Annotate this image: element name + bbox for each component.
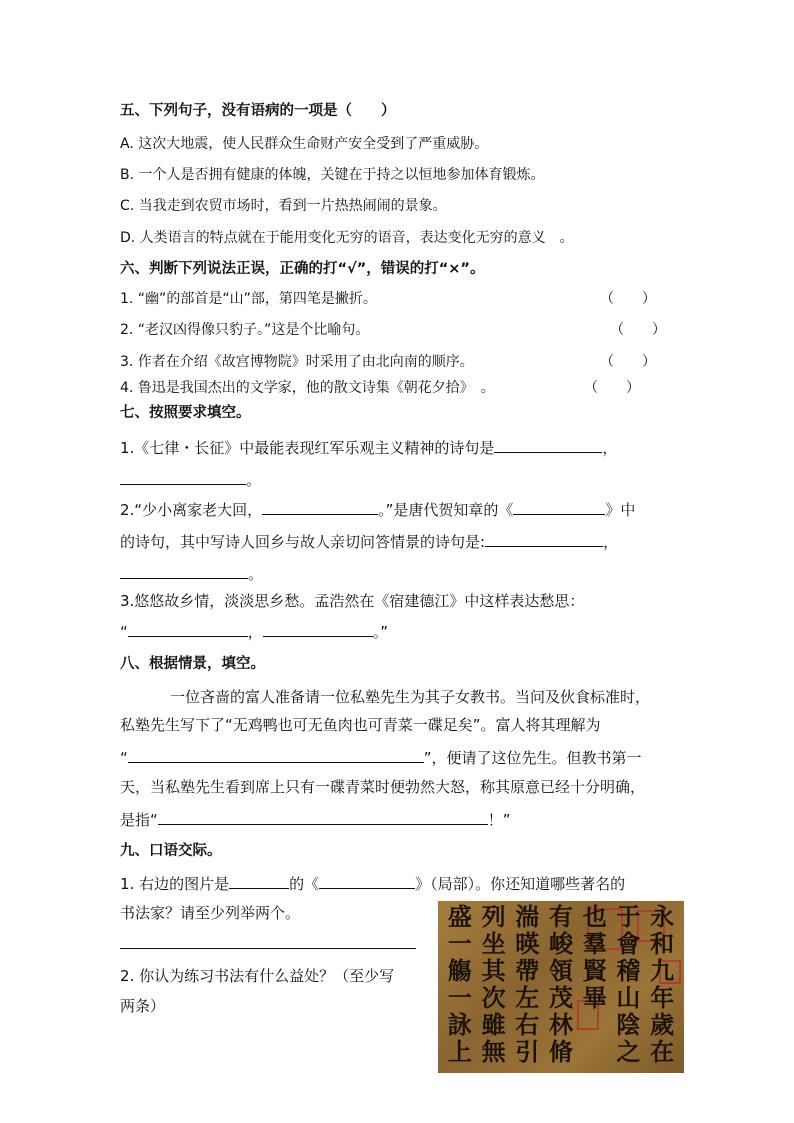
blank-q3-b[interactable]: [263, 620, 373, 637]
calligraphy-char: 林: [549, 1010, 573, 1039]
option-a: A. 这次大地震，使人民群众生命财产安全受到了严重威胁。: [120, 136, 489, 152]
blank-q2-c[interactable]: [120, 562, 248, 579]
comma: ，: [247, 623, 263, 641]
oral-q1-prompt-a: 1. 右边的图片是: [120, 875, 230, 893]
story-line-4: 天，当私塾先生看到席上只有一碟青菜时便勃然大怒，称其原意已经十分明确，: [120, 778, 646, 796]
calligraphy-char: 無: [481, 1037, 506, 1066]
calligraphy-char: 一: [447, 929, 472, 958]
fill-q2-prompt-a: 2.“少小离家老大回，: [120, 501, 263, 519]
section-8-title: 八、根据情景，填空。: [120, 656, 265, 672]
calligraphy-char: 雖: [481, 1010, 506, 1039]
calligraphy-canvas: [438, 901, 684, 1073]
judge-item-4: 4. 鲁迅是我国杰出的文学家，他的散文诗集《朝花夕拾》 。: [120, 380, 495, 396]
option-d: D. 人类语言的特点就在于能用变化无穷的语音，表达变化无穷的意义 。: [120, 230, 574, 246]
calligraphy-char: 次: [481, 983, 506, 1012]
blank-rich-man-reading[interactable]: [128, 746, 424, 763]
comma: ，: [603, 533, 619, 551]
calligraphy-char: 也: [582, 902, 607, 931]
calligraphy-char: 稽: [616, 956, 641, 985]
calligraphy-char: 賢: [582, 956, 607, 985]
judge-item-3: 3. 作者在介绍《故宫博物院》时采用了由北向南的顺序。: [120, 354, 474, 370]
judge-item-1: 1. “幽”的部首是“山”部，第四笔是撇折。: [120, 291, 377, 307]
calligraphy-image: [438, 901, 684, 1073]
answer-paren-2[interactable]: （ ）: [610, 322, 666, 338]
calligraphy-char: 有: [549, 902, 573, 931]
calligraphy-char: 羣: [582, 929, 607, 958]
calligraphy-char: 畢: [582, 983, 607, 1012]
section-5-title: 五、下列句子，没有语病的一项是（ ）: [120, 103, 396, 119]
oral-q1-prompt-b: 的《: [289, 875, 320, 893]
section-6-title: 六、判断下列说法正误，正确的打“√”，错误的打“×”。: [120, 261, 485, 277]
oral-q1-line2: 书法家？请至少列举两个。: [120, 904, 301, 922]
answer-paren-1[interactable]: （ ）: [600, 291, 656, 307]
calligraphy-char: 坐: [481, 929, 506, 958]
calligraphy-char: 詠: [447, 1010, 472, 1039]
blank-q2-a[interactable]: [262, 498, 378, 515]
fill-q2-prompt-d: 的诗句，其中写诗人回乡与故人亲切问答情景的诗句是:: [120, 533, 486, 551]
oral-q1-line1: [120, 872, 625, 894]
calligraphy-char: 盛: [447, 902, 472, 931]
fill-q2-prompt-b: 。”是唐代贺知章的《: [378, 501, 514, 519]
story-line-1: 一位吝啬的富人准备请一位私塾先生为其子女教书。当问及伙食标准时，: [170, 688, 651, 706]
story-line-2: 私塾先生写下了“无鸡鸭也可无鱼肉也可青菜一碟足矣”。富人将其理解为: [120, 716, 601, 734]
option-b: B. 一个人是否拥有健康的体魄，关键在于持之以恒地参加体育锻炼。: [120, 167, 545, 183]
open-quote: “: [120, 749, 128, 767]
fill-q2-line3: [120, 562, 263, 584]
calligraphy-char: 之: [616, 1037, 641, 1066]
blank-q3-a[interactable]: [128, 620, 248, 637]
story-line-3: [120, 746, 642, 768]
blank-q2-b[interactable]: [485, 530, 603, 547]
answer-paren-3[interactable]: （ ）: [600, 354, 656, 370]
section-7-title: 七、按照要求填空。: [120, 405, 251, 421]
calligraphy-char: 上: [447, 1037, 472, 1066]
comma: ，: [602, 439, 618, 457]
calligraphy-char: 觴: [447, 956, 472, 985]
calligraphy-char: 和: [650, 929, 675, 958]
blank-q1-b[interactable]: [120, 468, 246, 485]
answer-paren-4[interactable]: （ ）: [584, 380, 640, 396]
blank-teacher-meaning[interactable]: [158, 808, 488, 825]
calligraphy-char: 在: [650, 1037, 675, 1066]
blank-q1-a[interactable]: [494, 436, 602, 453]
blank-q2-title[interactable]: [513, 498, 605, 515]
calligraphy-char: 領: [549, 956, 573, 985]
fill-q2-prompt-c: 》中: [605, 501, 636, 519]
blank-calligrapher[interactable]: [229, 872, 289, 889]
calligraphy-char: 九: [650, 956, 675, 985]
judge-item-2: 2. “老汉凶得像只豹子。”这是个比喻句。: [120, 322, 370, 338]
calligraphy-char: 歲: [650, 1010, 675, 1039]
calligraphy-char: 脩: [549, 1037, 573, 1066]
calligraphy-char: 左: [515, 983, 540, 1012]
fill-q3-line1: 3.悠悠故乡情，淡淡思乡愁。孟浩然在《宿建德江》中这样表达愁思：: [120, 592, 585, 610]
fill-q2-line2: [120, 530, 618, 552]
calligraphy-char: 山: [616, 983, 641, 1012]
story-line-5: [120, 808, 511, 830]
calligraphy-char: 帶: [515, 956, 540, 985]
oral-q1-prompt-c: 》（局部）。你还知道哪些著名的: [415, 875, 626, 893]
open-quote: “: [120, 623, 128, 641]
calligraphy-char: 湍: [515, 902, 540, 931]
calligraphy-char: 其: [481, 956, 506, 985]
story-line-5-prompt: 是指“: [120, 811, 158, 829]
calligraphy-char: 右: [515, 1010, 540, 1039]
calligraphy-char: 列: [481, 902, 506, 931]
close-quote: 。”: [372, 623, 389, 641]
period: 。: [246, 471, 262, 489]
calligraphy-char: 永: [650, 902, 675, 931]
blank-work-title[interactable]: [319, 872, 415, 889]
oral-q2-line2: 两条）: [120, 997, 166, 1015]
option-c: C. 当我走到农贸市场时，看到一片热热闹闹的景象。: [120, 198, 447, 214]
fill-q2-line1: [120, 498, 635, 520]
calligraphy-char: 峻: [549, 929, 573, 958]
calligraphy-char: 引: [515, 1037, 540, 1066]
fill-q1-prompt: 1.《七律・长征》中最能表现红军乐观主义精神的诗句是: [120, 439, 495, 457]
calligraphy-char: 會: [616, 929, 641, 958]
calligraphy-char: 暎: [515, 929, 540, 958]
fill-q1-line1: [120, 436, 617, 458]
calligraphy-char: 一: [447, 983, 472, 1012]
oral-q2-line1: 2. 你认为练习书法有什么益处？（至少写: [120, 967, 395, 985]
answer-line-q1[interactable]: [120, 948, 416, 949]
calligraphy-char: 于: [616, 902, 641, 931]
calligraphy-char: 年: [650, 983, 675, 1012]
fill-q1-line2: [120, 468, 261, 490]
story-line-5-end: ！”: [487, 811, 511, 829]
calligraphy-char: 茂: [549, 983, 573, 1012]
fill-q3-line2: [120, 620, 388, 642]
story-line-3-rest: ”，便请了这位先生。但教书第一: [423, 749, 642, 767]
calligraphy-char: 陰: [616, 1010, 641, 1039]
period: 。: [248, 565, 264, 583]
section-9-title: 九、口语交际。: [120, 843, 222, 859]
